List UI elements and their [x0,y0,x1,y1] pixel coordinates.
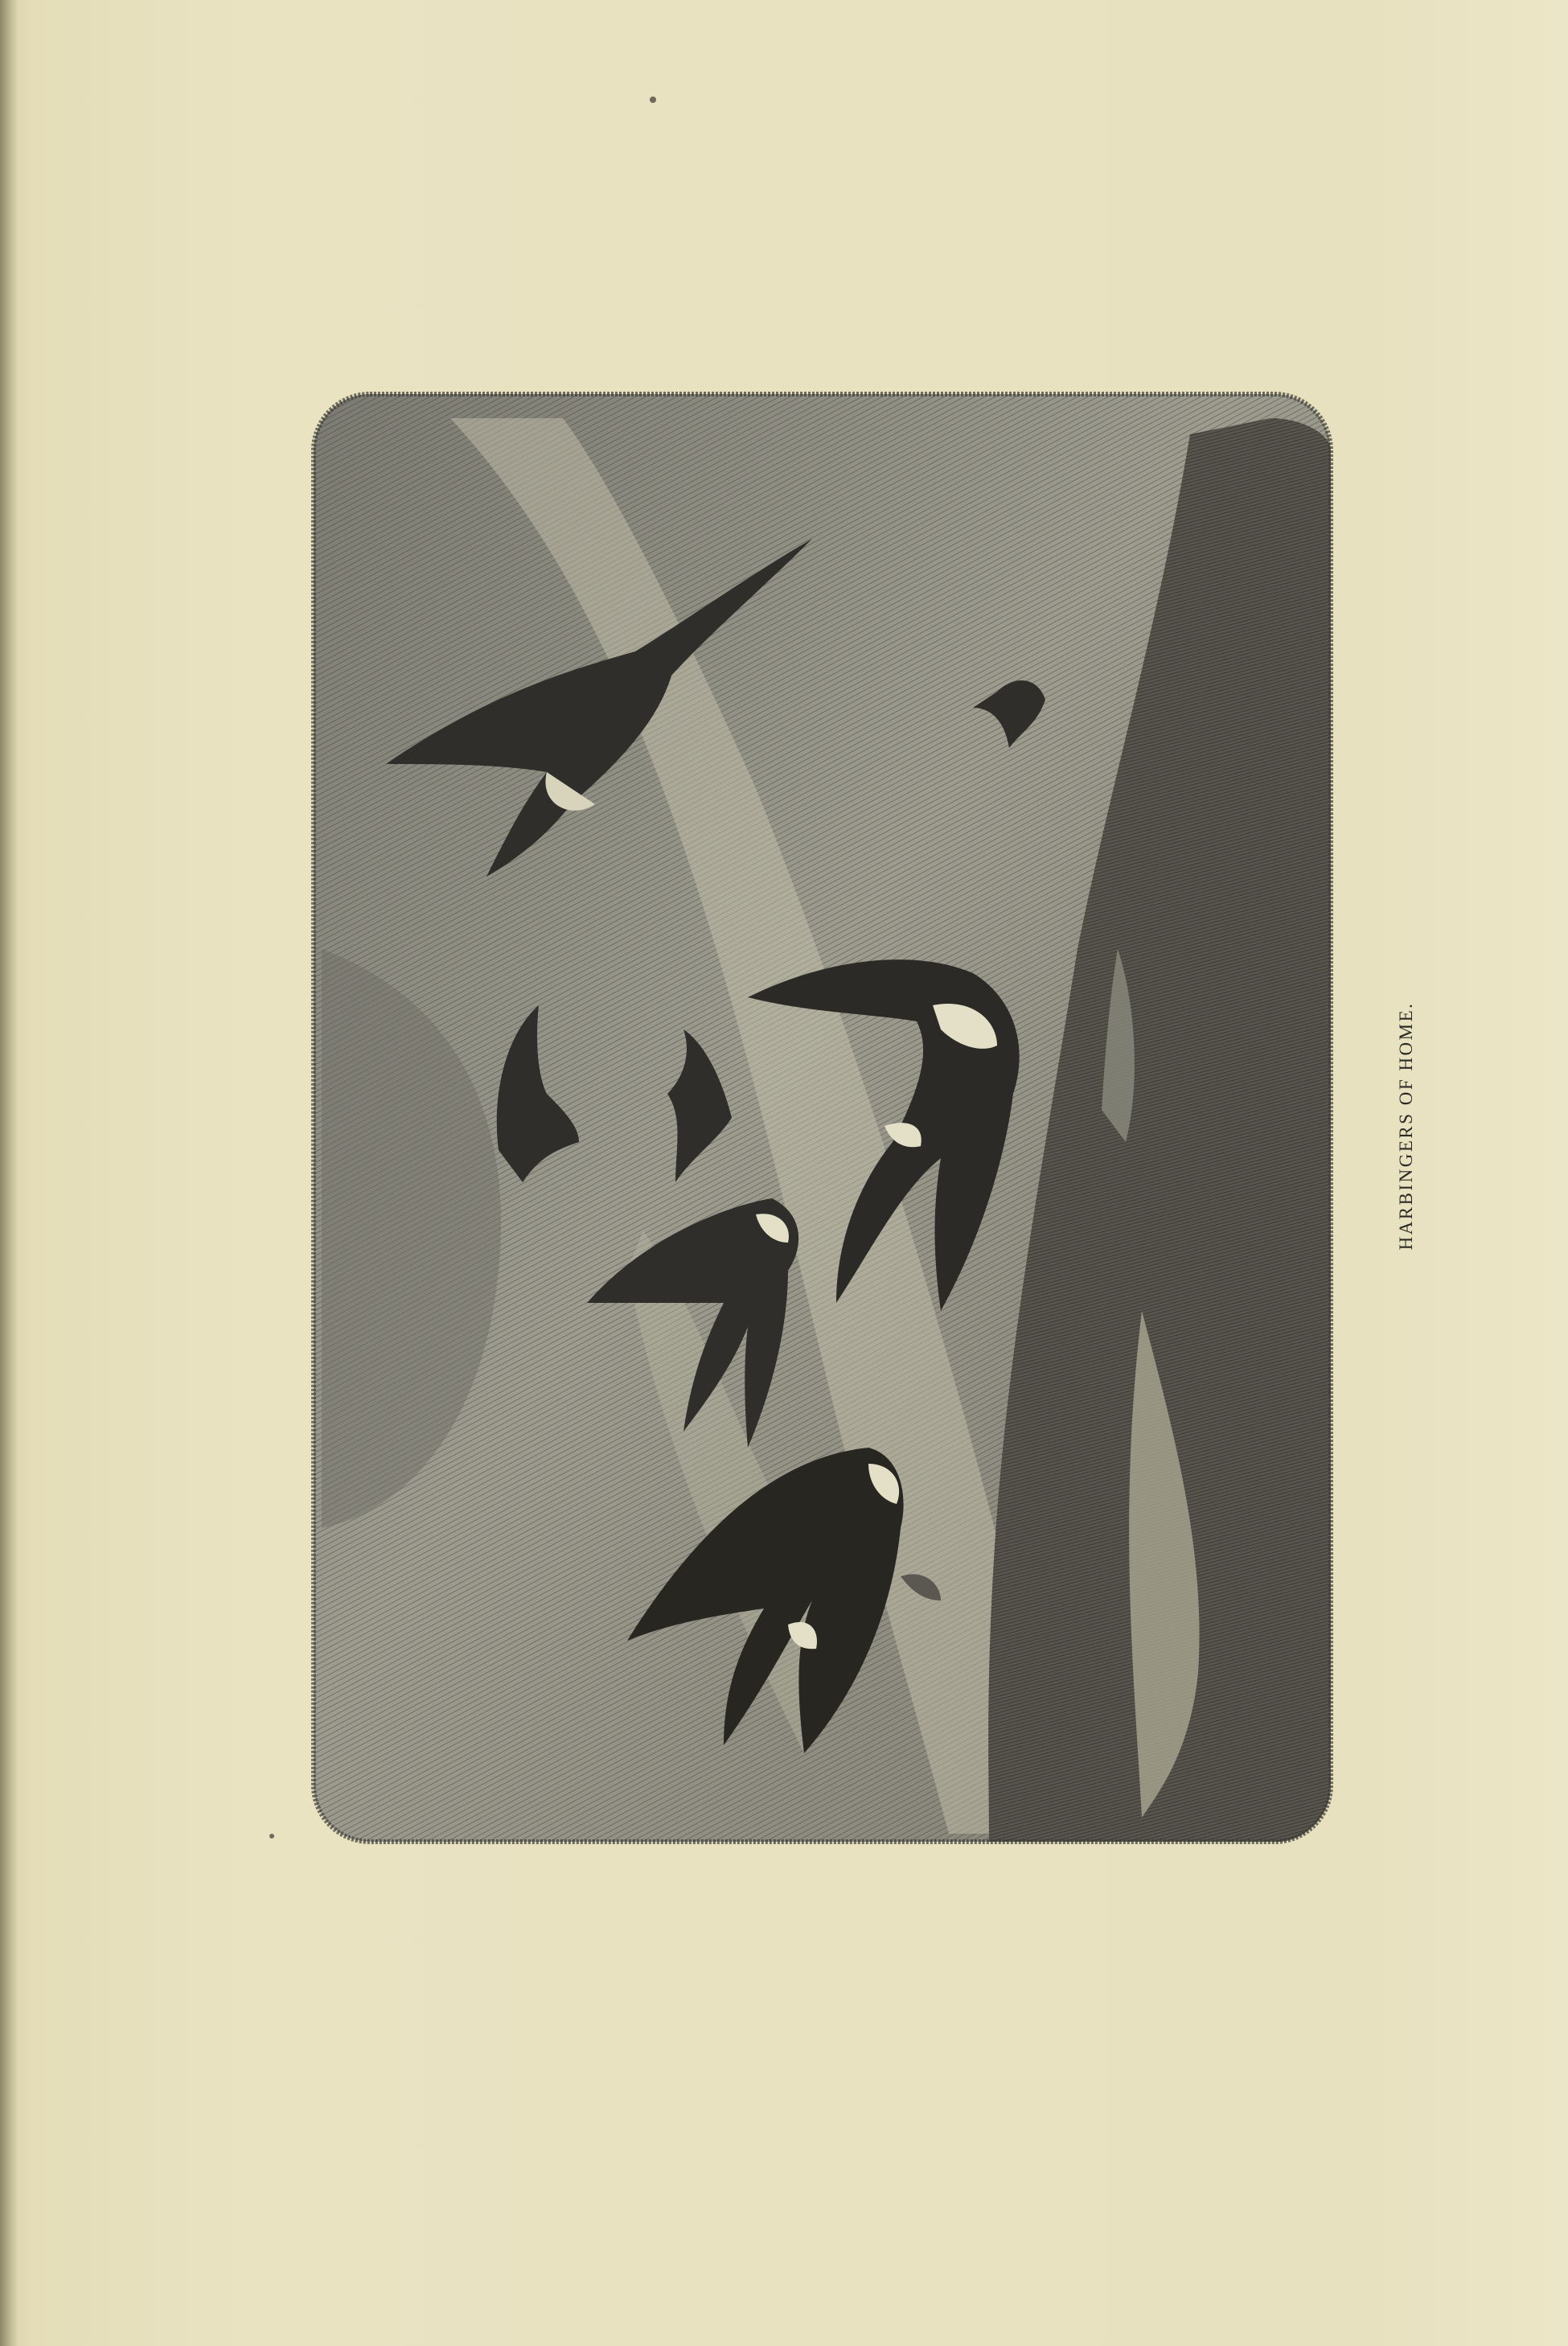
caption-text: HARBINGERS OF HOME. [1396,1001,1416,1251]
engraving-illustration [306,386,1339,1850]
engraving-plate [306,386,1339,1850]
paper-speck [650,97,656,103]
plate-caption [1395,981,1418,1271]
spine-shadow [0,0,18,2346]
paper-speck [269,1834,274,1839]
